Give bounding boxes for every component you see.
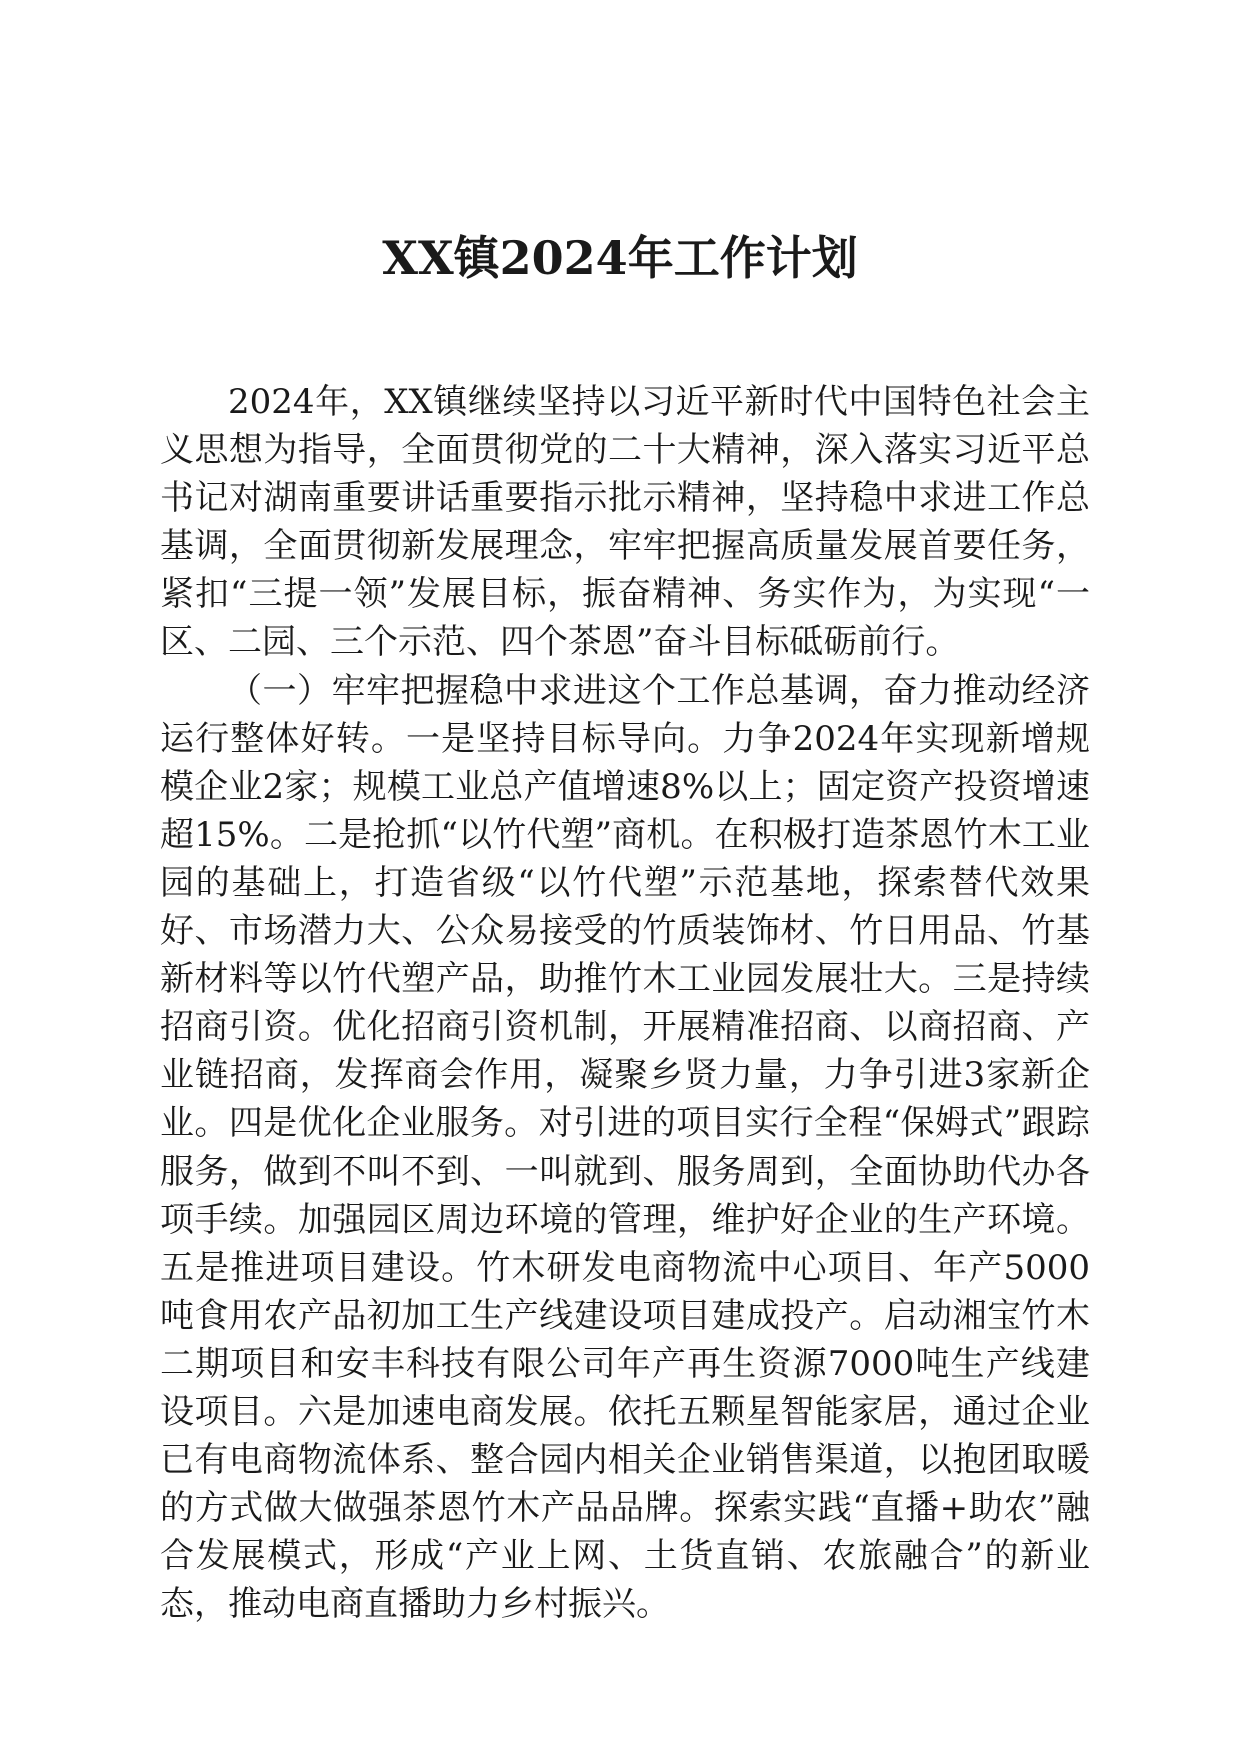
paragraph-intro: 2024年，XX镇继续坚持以习近平新时代中国特色社会主义思想为指导，全面贯彻党的二十大精神，深入落实习近平总书记对湖南重要讲话重要指示批示精神，坚持稳中求进工作总基调，全面贯彻新发展理念，牢牢把握高质量发展首要任务，紧扣“三提一领”发展目标，振奋精神、务实作为，为实现“一区、二园、三个示范、四个茶恩”奋斗目标砥砺前行。 (160, 382, 1090, 663)
paragraph-section-one: （一）牢牢把握稳中求进这个工作总基调，奋力推动经济运行整体好转。一是坚持目标导向。力争2024年实现新增规模企业2家；规模工业总产值增速8%以上；固定资产投资增速超15%。二是抢抓“以竹代塑”商机。在积极打造茶恩竹木工业园的基础上，打造省级“以竹代塑”示范基地，探索替代效果好、市场潜力大、公众易接受的竹质装饰材、竹日用品、竹基新材料等以竹代塑产品，助推竹木工业园发展壮大。三是持续招商引资。优化招商引资机制，开展精准招商、以商招商、产业链招商，发挥商会作用，凝聚乡贤力量，力争引进3家新企业。四是优化企业服务。对引进的项目实行全程“保姆式”跟踪服务，做到不叫不到、一叫就到、服务周到，全面协助代办各项手续。加强园区周边环境的管理，维护好企业的生产环境。五是推进项目建设。竹木研发电商物流中心项目、年产5000吨食用农产品初加工生产线建设项目建成投产。启动湘宝竹木二期项目和安丰科技有限公司年产再生资源7000吨生产线建设项目。六是加速电商发展。依托五颗星智能家居，通过企业已有电商物流体系、整合园内相关企业销售渠道，以抱团取暖的方式做大做强茶恩竹木产品品牌。探索实践“直播+助农”融合发展模式，形成“产业上网、土货直销、农旅融合”的新业态，推动电商直播助力乡村振兴。 (160, 670, 1090, 1625)
document-title: XX镇2024年工作计划 (382, 231, 858, 285)
document-body (160, 378, 1090, 1628)
